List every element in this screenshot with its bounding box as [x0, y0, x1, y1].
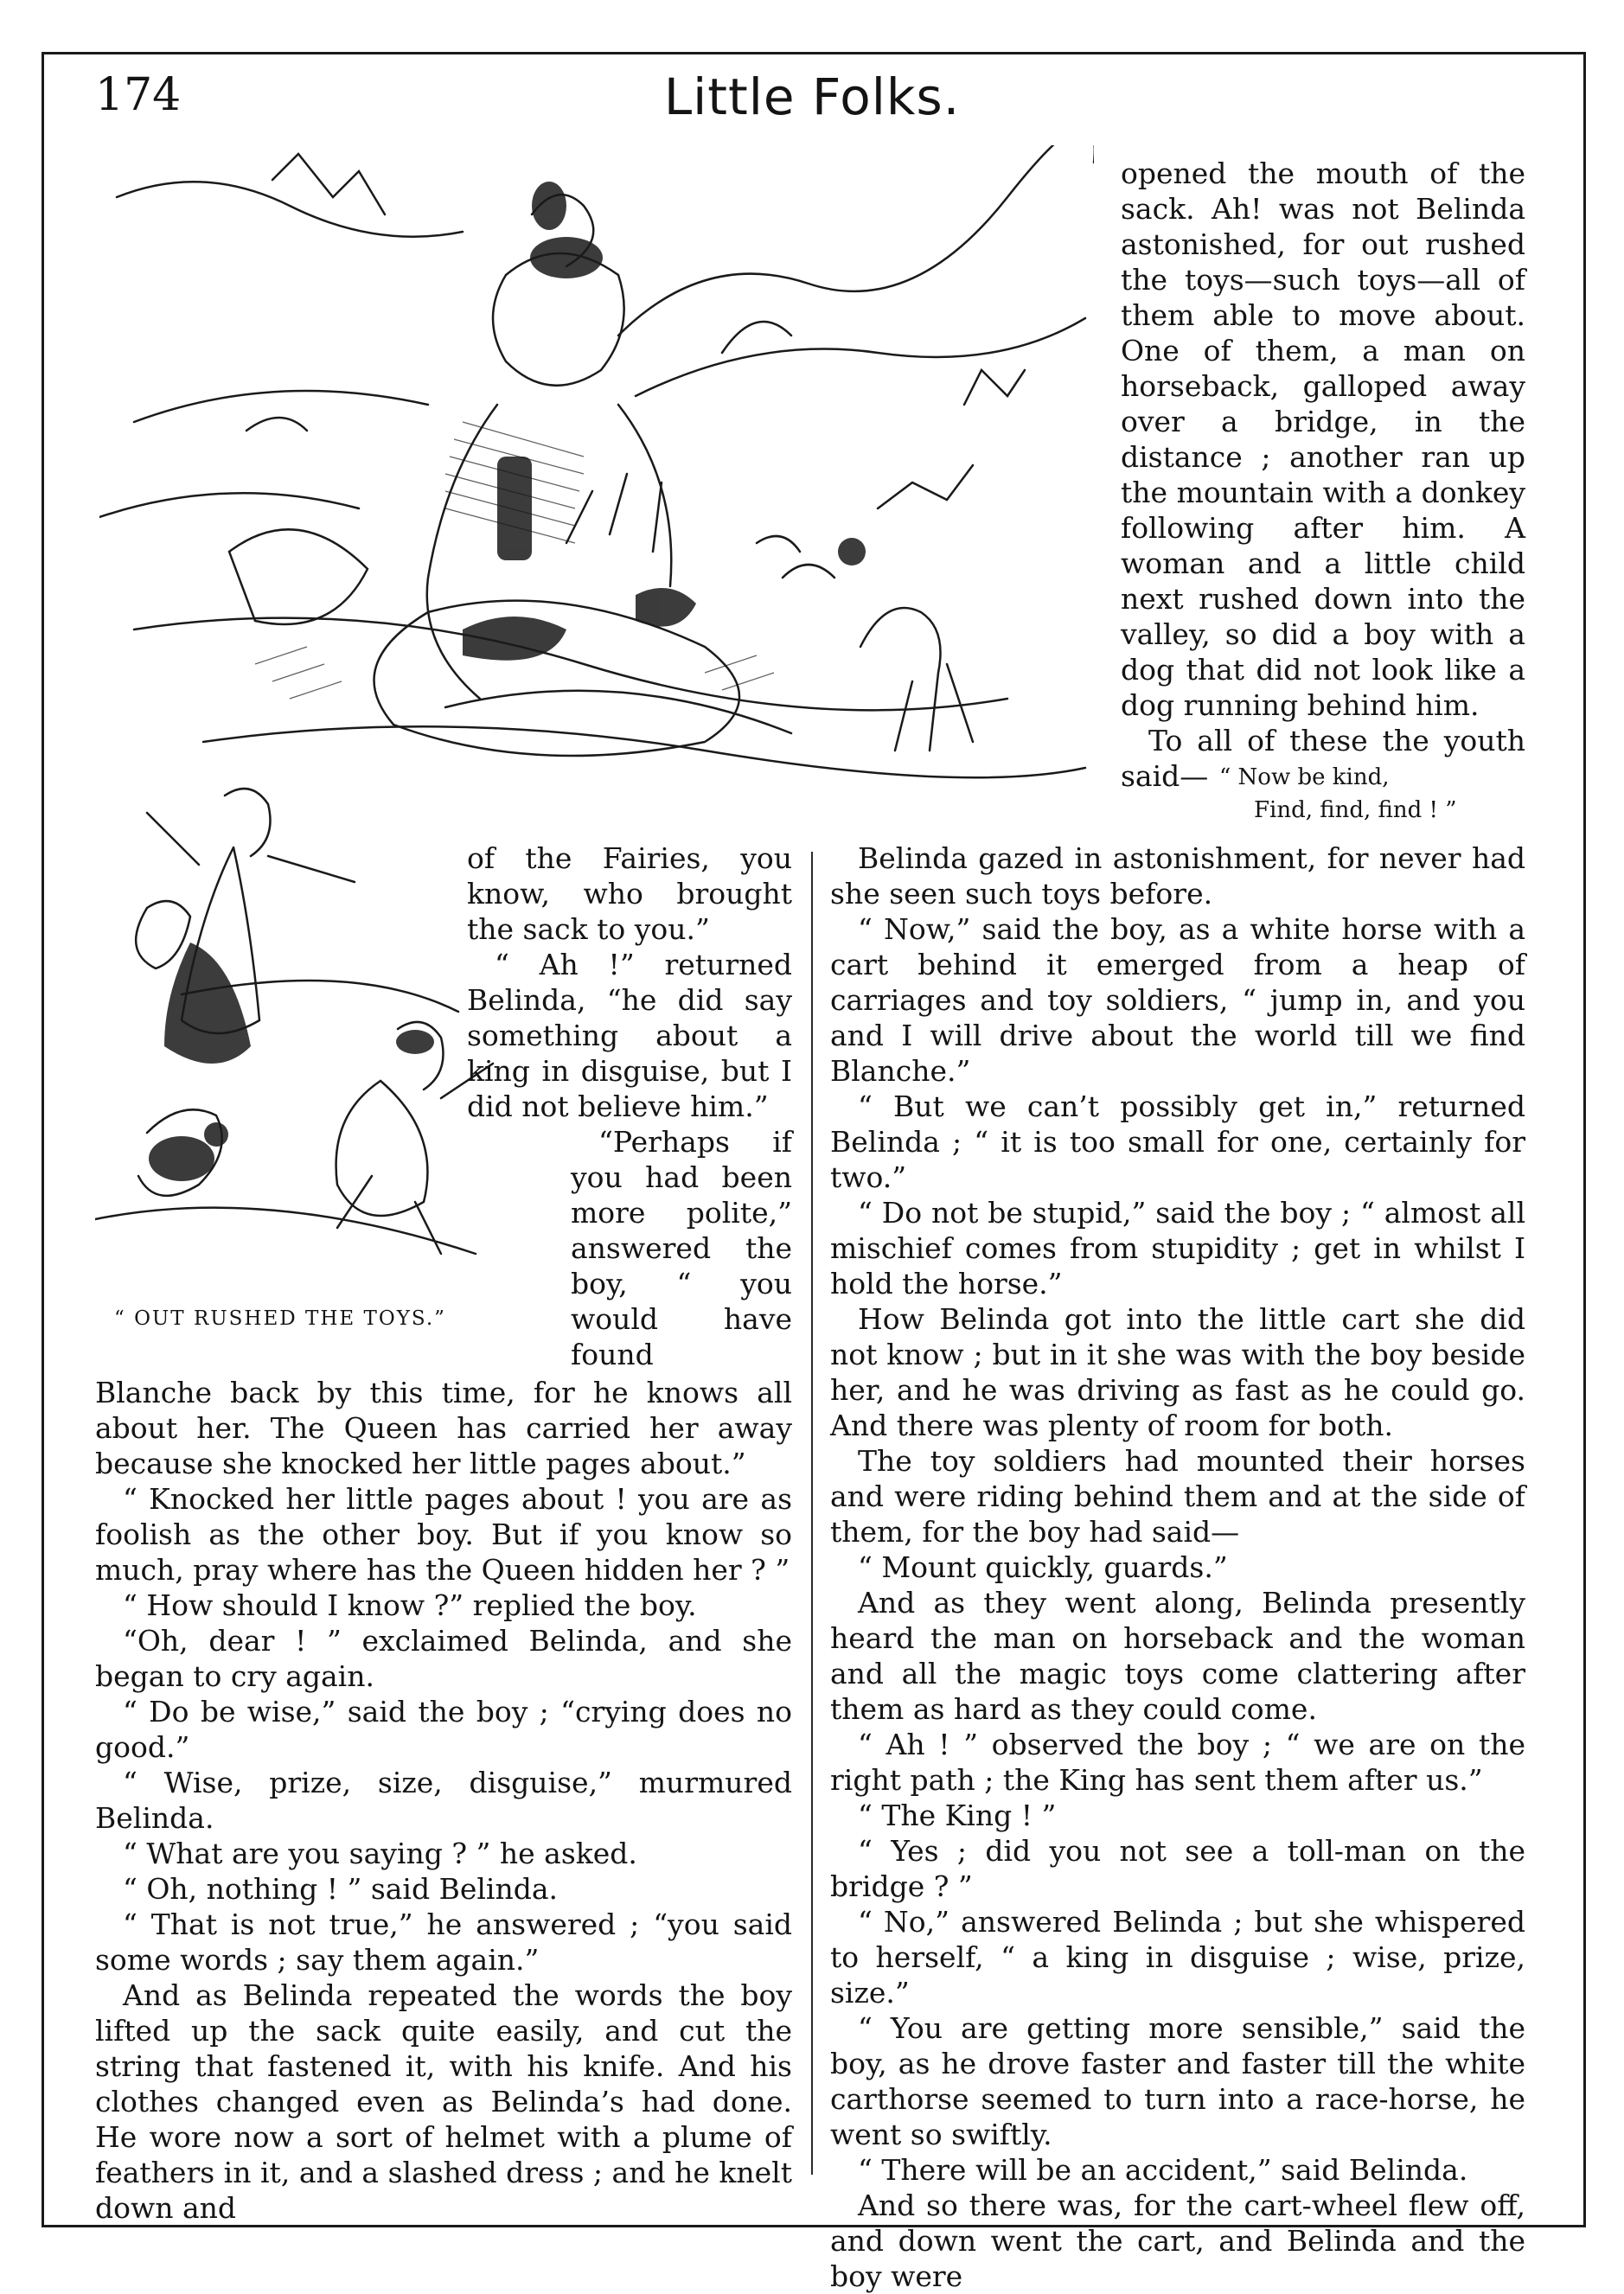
paragraph: “ Mount quickly, guards.”	[858, 1550, 1228, 1584]
paragraph: “ There will be an accident,” said Belinda.	[858, 2153, 1468, 2187]
paragraph: “ Wise, prize, size, disguise,” murmured Belinda.	[95, 1766, 792, 1835]
paragraph: “ You are getting more sensible,” said the boy, as he drove faster and faster till the white carthorse seemed to turn into a race-horse, he went so swiftly.	[830, 2011, 1525, 2151]
paragraph: “ How should I know ?” replied the boy.	[123, 1588, 697, 1622]
paragraph: “ Yes ; did you not see a toll-man on the bridge ? ”	[830, 1834, 1525, 1903]
right-top-column	[1121, 156, 1525, 794]
paragraph: And as Belinda repeated the words the boy lifted up the sack quite easily, and cut the string that fastened it, with his knife. And his clothes changed even as Belinda’s had done. He wore now a sort of helmet with a plume of feathers in it, and a slashed dress ; and he knelt down and	[95, 1978, 792, 2225]
paragraph: of the Fairies, you know, who brought the sack to you.”	[467, 841, 792, 946]
column-rule	[811, 852, 813, 2175]
paragraph: “ Do not be stupid,” said the boy ; “ almost all mischief comes from stupidity ; get in whilst I hold the horse.”	[830, 1196, 1525, 1300]
paragraph: “ What are you saying ? ” he asked.	[123, 1837, 637, 1870]
left-narrow-column-a	[467, 840, 792, 1124]
paragraph: The toy soldiers had mounted their horses and were riding behind them and at the side of them, for the boy had said—	[830, 1444, 1525, 1549]
paragraph: “ Knocked her little pages about ! you are as foolish as the other boy. But if you know so much, pray where has the Queen hidden her ? ”	[95, 1482, 792, 1587]
paragraph: “ Oh, nothing ! ” said Belinda.	[123, 1872, 559, 1906]
paragraph: Belinda gazed in astonishment, for never had she seen such toys before.	[830, 841, 1525, 911]
sack-toys-illustration-icon	[99, 145, 1094, 828]
left-narrow-column-b	[571, 1124, 792, 1372]
paragraph: “Perhaps if you had been more polite,” answered the boy, “ you would have found	[571, 1125, 792, 1371]
illustration-caption: “ OUT RUSHED THE TOYS.”	[114, 1307, 446, 1330]
paragraph: “ Do be wise,” said the boy ; “crying does no good.”	[95, 1695, 792, 1764]
paragraph: “Oh, dear ! ” exclaimed Belinda, and she began to cry again.	[95, 1624, 792, 1693]
page-number: 174	[95, 69, 182, 121]
paragraph: “ But we can’t possibly get in,” returned Belinda ; “ it is too small for one, certainly for two.”	[830, 1089, 1525, 1194]
paragraph: “ Ah ! ” observed the boy ; “ we are on the right path ; the King has sent them after us.”	[830, 1728, 1525, 1797]
verse-line: Find, find, find ! ”	[1254, 797, 1457, 823]
verse-line: “ Now be kind,	[1219, 764, 1390, 790]
paragraph: Blanche back by this time, for he knows all about her. The Queen has carried her away because she knocked her little pages about.”	[95, 1376, 792, 1480]
fleeing-toys-illustration-icon	[95, 770, 502, 1306]
left-column	[95, 1375, 792, 2226]
paragraph: And so there was, for the cart-wheel flew off, and down went the cart, and Belinda and the boy were	[830, 2189, 1525, 2293]
paragraph: “ That is not true,” he answered ; “you said some words ; say them again.”	[95, 1907, 792, 1977]
paragraph: opened the mouth of the sack. Ah! was not Belinda astonished, for out rushed the toys—such toys—all of them able to move about. One of them, a man on horseback, galloped away over a bridge, in the distance ; another ran up the mountain with a donkey following after him. A woman and a little child next rushed down into the valley, so did a boy with a dog that did not look like a dog running behind him.	[1121, 157, 1525, 722]
paragraph: “ Now,” said the boy, as a white horse with a cart behind it emerged from a heap of carriages and toy soldiers, “ jump in, and you and I will drive about the world till we find Blanche.”	[830, 912, 1525, 1088]
paragraph: And as they went along, Belinda presently heard the man on horseback and the woman and all the magic toys come clattering after them as hard as they could come.	[830, 1586, 1525, 1726]
paragraph: “ The King ! ”	[858, 1799, 1057, 1832]
running-title: Little Folks.	[663, 67, 961, 126]
right-column	[830, 840, 1525, 2294]
paragraph: To all of these the youth said—	[1121, 724, 1525, 793]
paragraph: “ No,” answered Belinda ; but she whispered to herself, “ a king in disguise ; wise, prize, size.”	[830, 1905, 1525, 2010]
paragraph: How Belinda got into the little cart she did not know ; but in it she was with the boy beside her, and he was driving as fast as he could go. And there was plenty of room for both.	[830, 1302, 1525, 1442]
verse	[1219, 761, 1457, 827]
paragraph: “ Ah !” returned Belinda, “he did say something about a king in disguise, but I did not believe him.”	[467, 948, 792, 1123]
